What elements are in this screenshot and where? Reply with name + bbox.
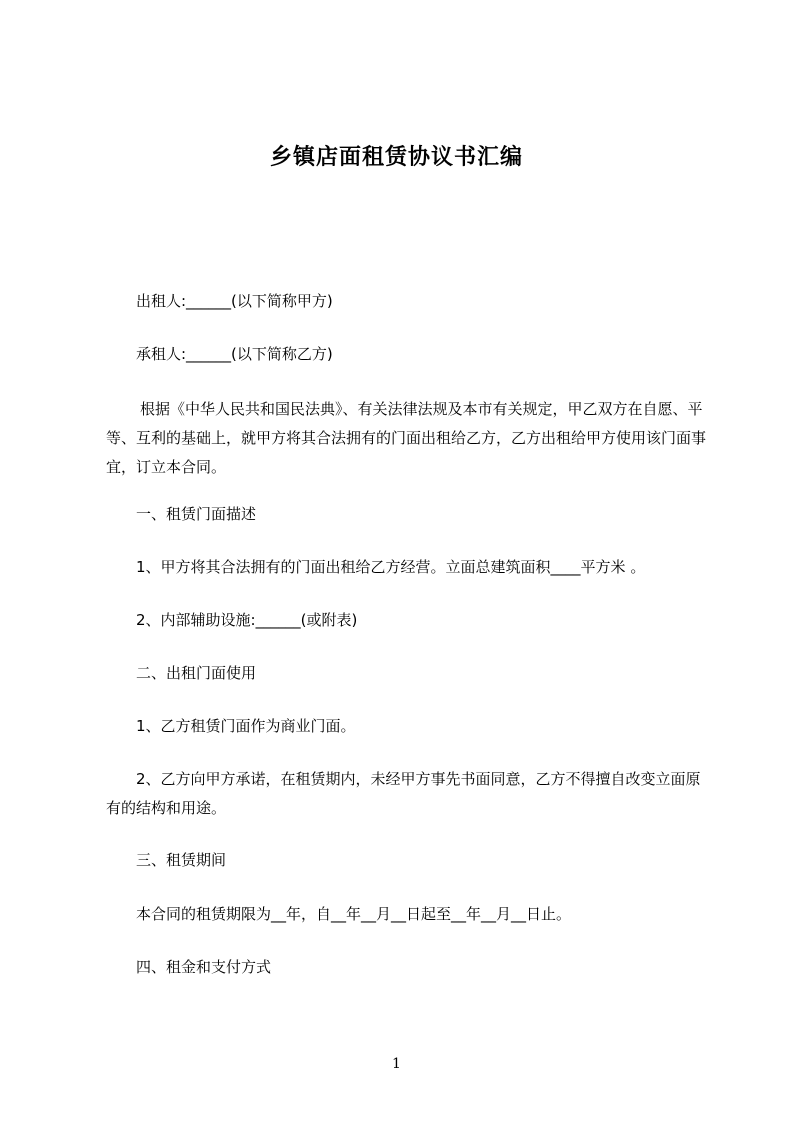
document-title: 乡镇店面租赁协议书汇编 xyxy=(269,145,523,170)
section-3-text: 本合同的租赁期限为__年，自__年__月__日起至__年__月__日止。 xyxy=(136,905,572,923)
section-1-item-2: 2、内部辅助设施:______(或附表) xyxy=(136,611,358,629)
lessor-line: 出租人:______(以下简称甲方) xyxy=(136,292,333,310)
section-3-heading: 三、租赁期间 xyxy=(136,851,227,869)
preamble-paragraph: 根据《中华人民共和国民法典》、有关法律法规及本市有关规定，甲乙双方在自愿、平等、互利的基础上，就甲方将其合法拥有的门面出租给乙方，乙方出租给甲方使用该门面事宜，订立本合同。 xyxy=(106,400,707,476)
page-number: 1 xyxy=(392,1056,401,1072)
section-2-item-2: 2、乙方向甲方承诺，在租赁期内，未经甲方事先书面同意，乙方不得擅自改变立面原有的结构和用途。 xyxy=(106,770,701,817)
section-2-item-1: 1、乙方租赁门面作为商业门面。 xyxy=(136,717,356,735)
section-2-heading: 二、出租门面使用 xyxy=(136,664,257,682)
section-4-heading: 四、租金和支付方式 xyxy=(136,958,272,976)
lessee-line: 承租人:______(以下简称乙方) xyxy=(136,345,333,363)
section-1-item-1: 1、甲方将其合法拥有的门面出租给乙方经营。立面总建筑面积____平方米 。 xyxy=(136,558,646,576)
section-1-heading: 一、租赁门面描述 xyxy=(136,505,257,523)
